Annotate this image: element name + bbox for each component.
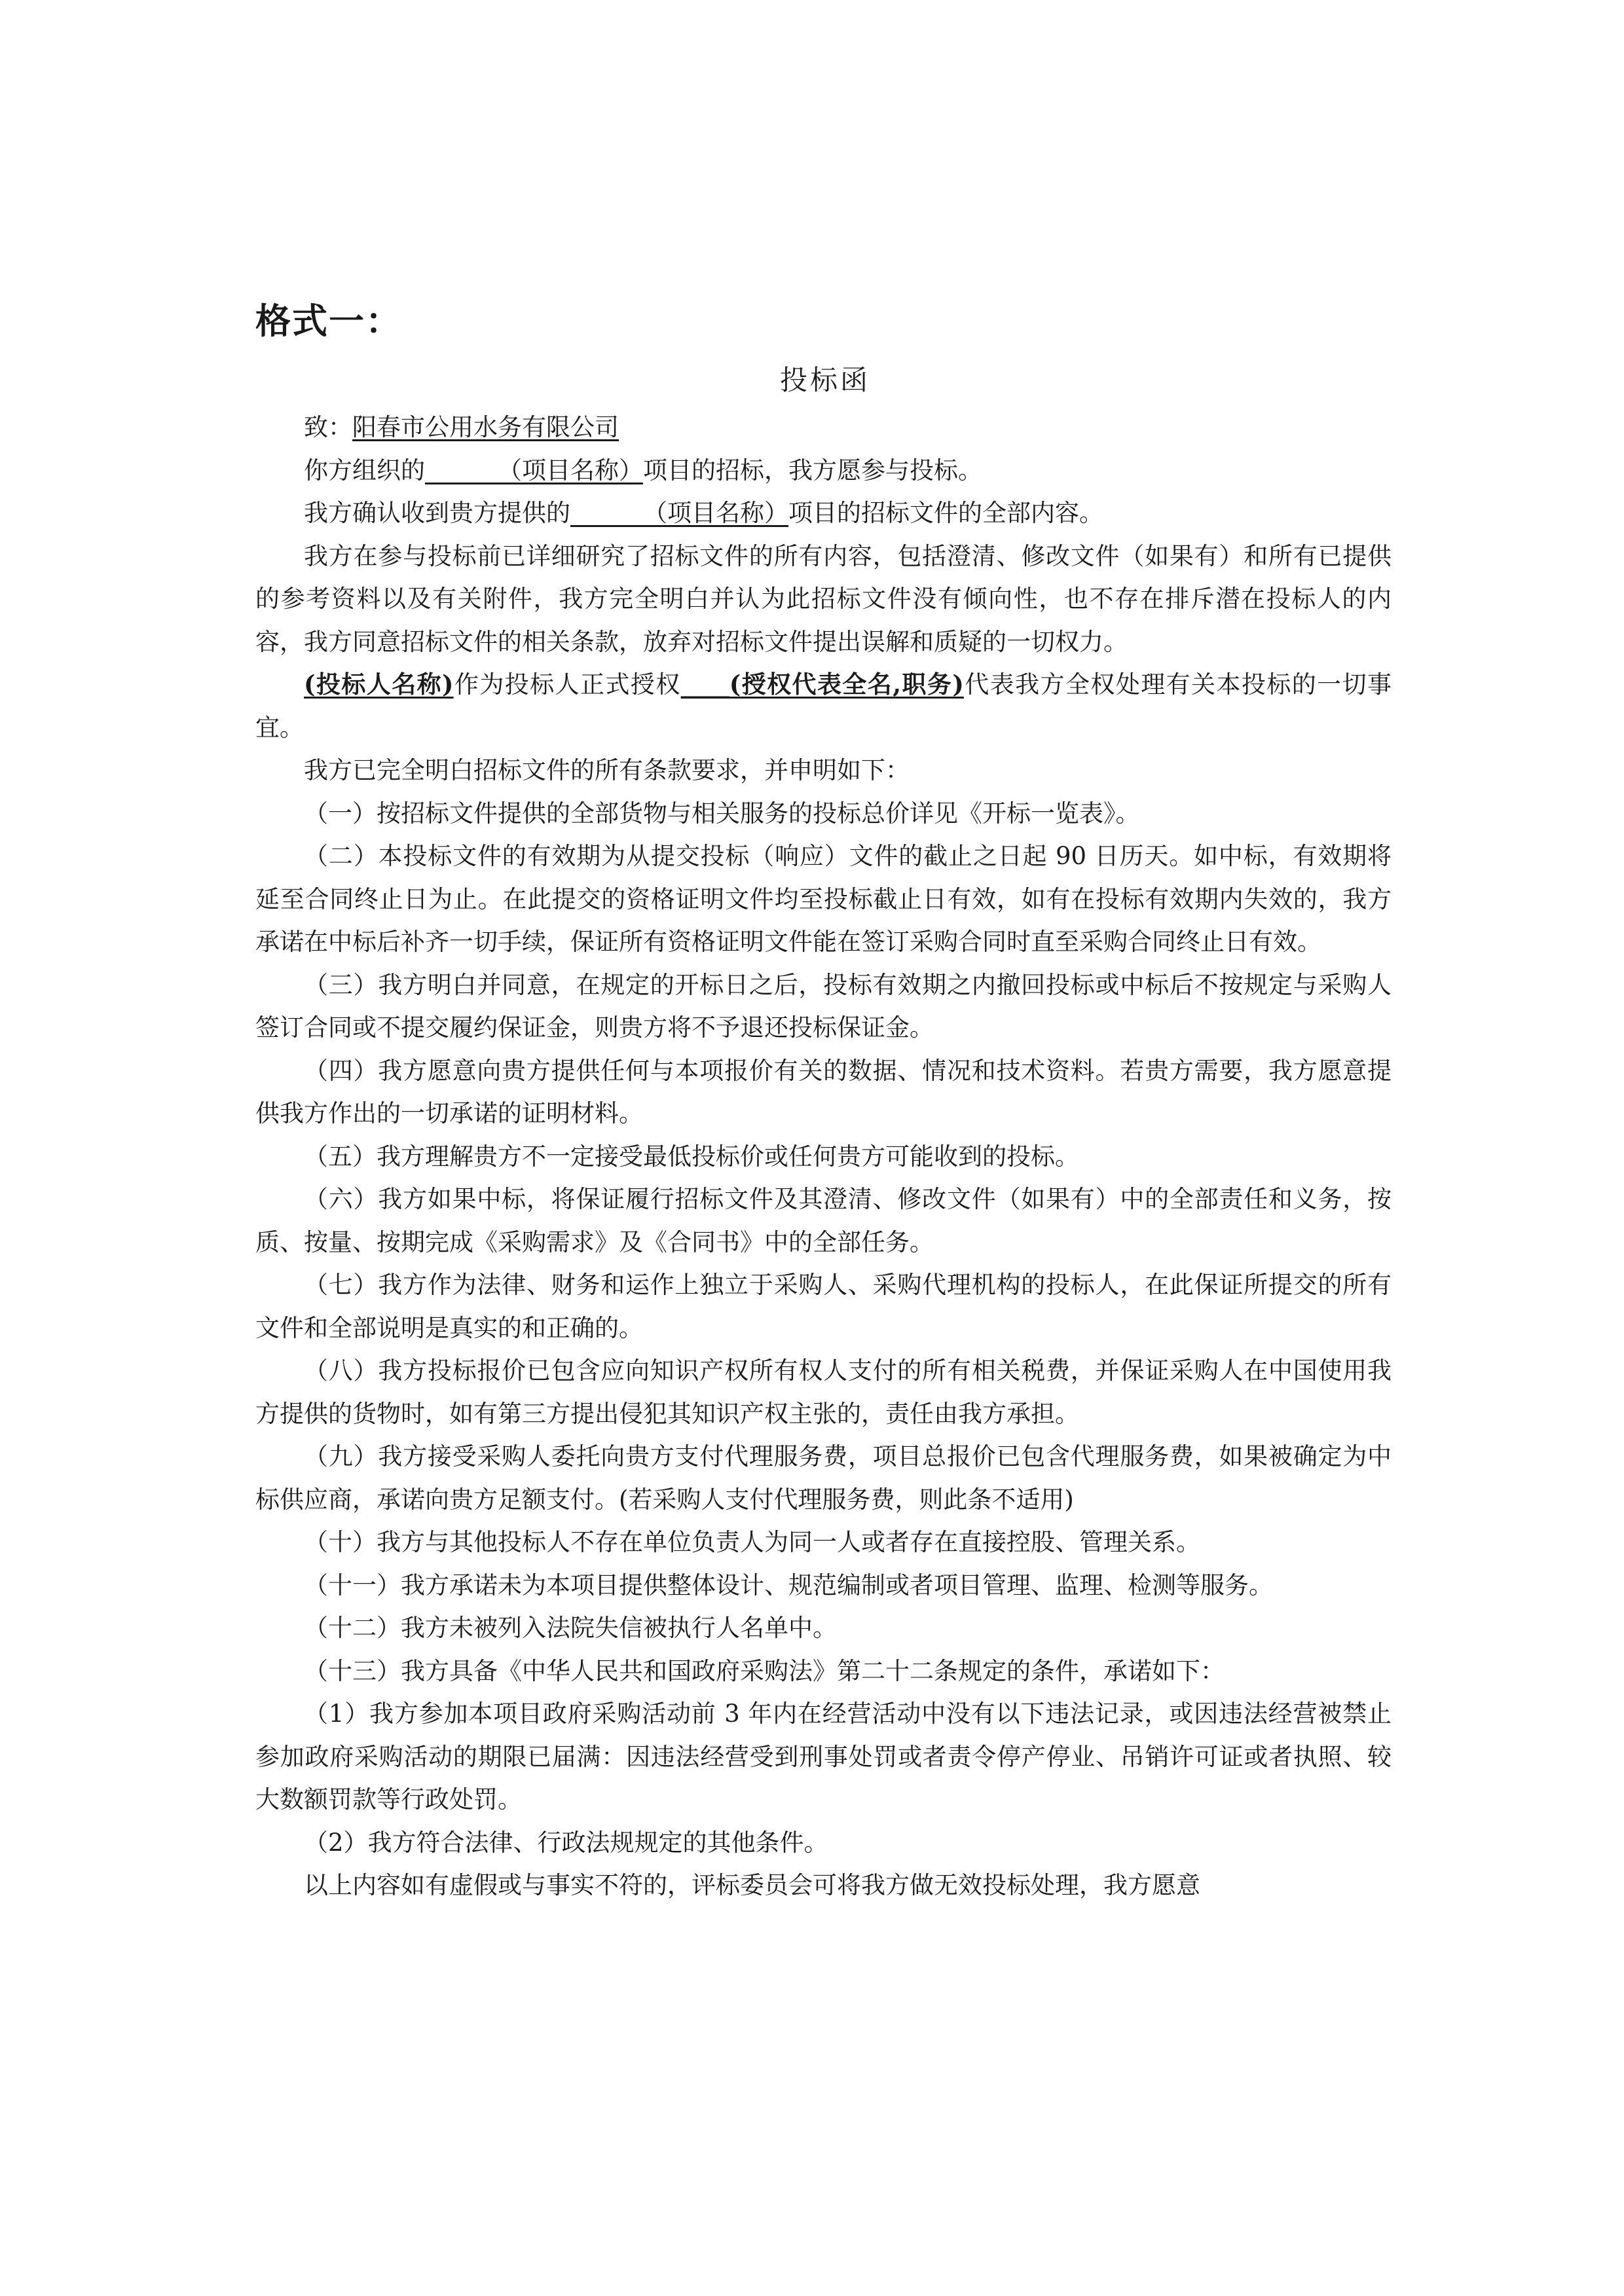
clause-item: （六）我方如果中标，将保证履行招标文件及其澄清、修改文件（如果有）中的全部责任和义务，按质、按量、按期完成《采购需求》及《合同书》中的全部任务。 <box>255 1185 1392 1256</box>
clause-item: （一）按招标文件提供的全部货物与相关服务的投标总价详见《开标一览表》。 <box>304 799 1140 828</box>
receipt-paragraph <box>255 492 1392 535</box>
clause-item: （四）我方愿意向贵方提供任何与本项报价有关的数据、情况和技术资料。若贵方需要，我方愿意提供我方作出的一切承诺的证明材料。 <box>255 1056 1392 1127</box>
letter-body <box>255 406 1392 1907</box>
recipient-prefix: 致： <box>304 413 352 441</box>
authorize-text-middle: 作为投标人正式授权 <box>453 670 681 699</box>
study-paragraph: 我方在参与投标前已详细研究了招标文件的所有内容，包括澄清、修改文件（如果有）和所有已提供的参考资料以及有关附件，我方完全明白并认为此招标文件没有倾向性，也不存在排斥潜在投标人的内容，我方同意招标文件的相关条款，放弃对招标文件提出误解和质疑的一切权力。 <box>255 541 1392 656</box>
clause-item: （十）我方与其他投标人不存在单位负责人为同一人或者存在直接控股、管理关系。 <box>304 1528 1200 1556</box>
clause-item: （十二）我方未被列入法院失信被执行人名单中。 <box>304 1614 837 1642</box>
project-name-blank: ______（项目名称） <box>425 456 643 484</box>
authorize-text-after: 代表我方全权处理有关本投标的一切事宜。 <box>255 670 1392 742</box>
bidder-name-blank: (投标人名称) <box>304 670 454 699</box>
clause-item: （五）我方理解贵方不一定接受最低投标价或任何贵方可能收到的投标。 <box>304 1142 1079 1171</box>
clause-subitem: （2）我方符合法律、行政法规规定的其他条件。 <box>304 1828 828 1857</box>
clause-item: （二）本投标文件的有效期为从提交投标（响应）文件的截止之日起 90 日历天。如中标，有效期将延至合同终止日为止。在此提交的资格证明文件均至投标截止日有效，如有在投标有效期内失效的，我方承诺在中标后补齐一切手续，保证所有资格证明文件能在签订采购合同时直至采购合同终止日有效。 <box>255 842 1392 956</box>
clause-item: （九）我方接受采购人委托向贵方支付代理服务费，项目总报价已包含代理服务费，如果被确定为中标供应商，承诺向贵方足额支付。(若采购人支付代理服务费，则此条不适用) <box>255 1442 1392 1514</box>
invite-text-after: 项目的招标，我方愿参与投标。 <box>643 456 982 484</box>
declare-paragraph: 我方已完全明白招标文件的所有条款要求，并申明如下： <box>304 756 910 784</box>
clause-item: （八）我方投标报价已包含应向知识产权所有权人支付的所有相关税费，并保证采购人在中国使用我方提供的货物时，如有第三方提出侵犯其知识产权主张的，责任由我方承担。 <box>255 1357 1392 1428</box>
invite-text-before: 你方组织的 <box>304 456 425 484</box>
closing-paragraph: 以上内容如有虚假或与事实不符的，评标委员会可将我方做无效投标处理，我方愿意 <box>304 1871 1200 1899</box>
clause-item: （三）我方明白并同意，在规定的开标日之后，投标有效期之内撤回投标或中标后不按规定与采购人签订合同或不提交履约保证金，则贵方将不予退还投标保证金。 <box>255 970 1392 1042</box>
recipient-name: 阳春市公用水务有限公司 <box>352 413 619 441</box>
clause-item: （十一）我方承诺未为本项目提供整体设计、规范编制或者项目管理、监理、检测等服务。 <box>304 1571 1273 1599</box>
authorize-paragraph <box>255 663 1392 749</box>
clause-item: （十三）我方具备《中华人民共和国政府采购法》第二十二条规定的条件，承诺如下： <box>304 1656 1225 1685</box>
clause-subitem: （1）我方参加本项目政府采购活动前 3 年内在经营活动中没有以下违法记录，或因违法经营被禁止参加政府采购活动的期限已届满：因违法经营受到刑事处罚或者责令停产停业、吊销许可证或者执照、较大数额罚款等行政处罚。 <box>255 1700 1392 1813</box>
project-name-blank-2: ______（项目名称） <box>570 499 788 527</box>
recipient-line <box>255 406 1392 449</box>
document-title: 投标函 <box>779 364 870 396</box>
receipt-text-before: 我方确认收到贵方提供的 <box>304 499 570 527</box>
receipt-text-after: 项目的招标文件的全部内容。 <box>788 499 1103 527</box>
format-label: 格式一： <box>255 300 402 342</box>
representative-blank: ____(授权代表全名,职务) <box>680 670 964 699</box>
invite-paragraph <box>255 449 1392 492</box>
clause-item: （七）我方作为法律、财务和运作上独立于采购人、采购代理机构的投标人，在此保证所提交的所有文件和全部说明是真实的和正确的。 <box>255 1271 1392 1342</box>
